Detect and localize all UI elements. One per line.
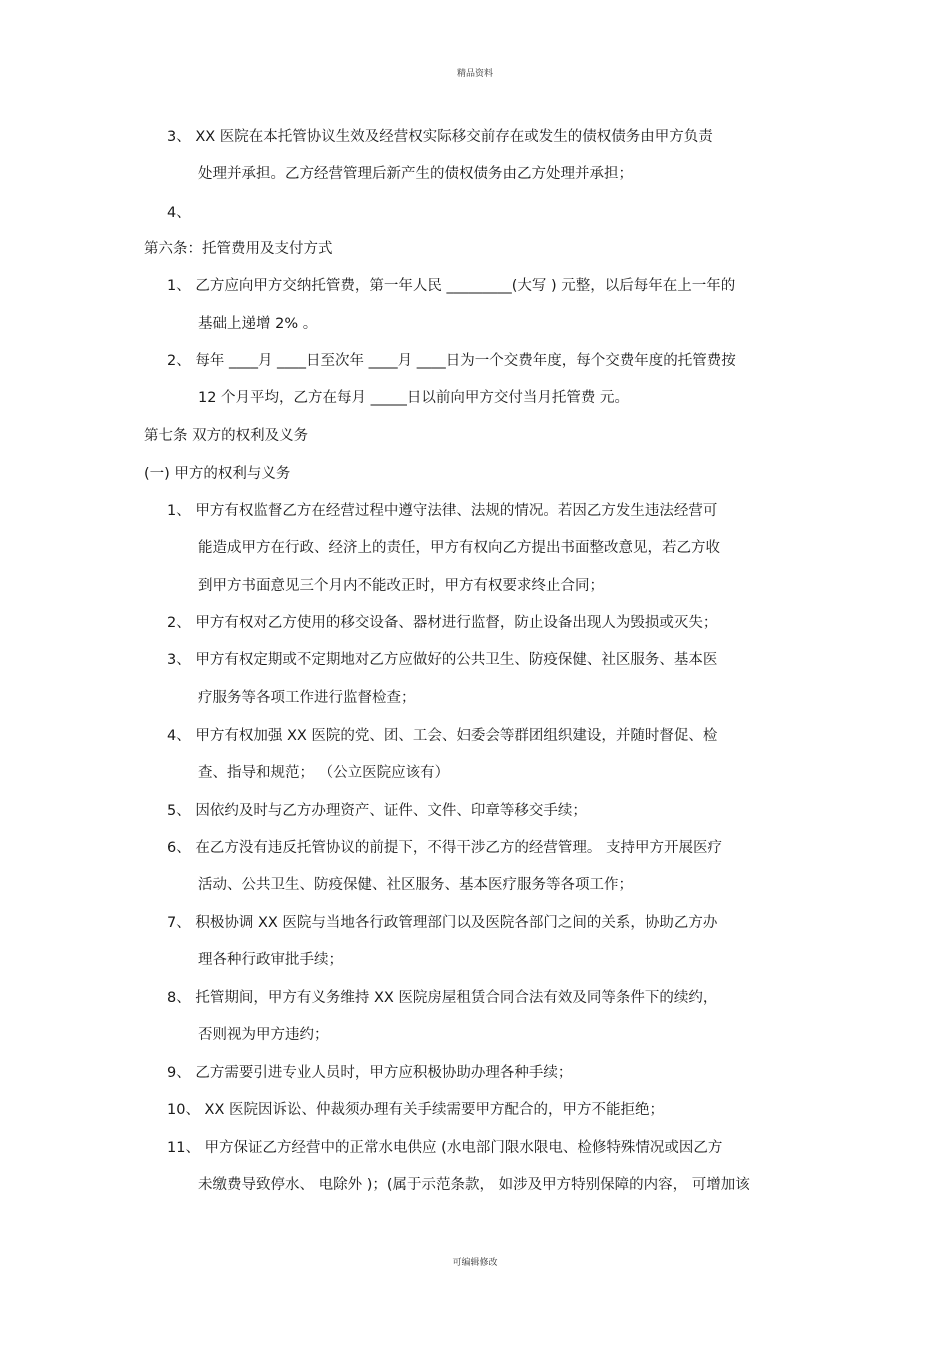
clause-line: 疗服务等各项工作进行监督检查； — [198, 690, 416, 706]
clause-line: 4、 甲方有权加强 XX 医院的党、团、工会、妇委会等群团组织建设，并随时督促、检 — [167, 728, 718, 744]
clause-line: 3、 XX 医院在本托管协议生效及经营权实际移交前存在或发生的债权债务由甲方负责 — [167, 129, 713, 145]
clause-line: 能造成甲方在行政、经济上的责任，甲方有权向乙方提出书面整改意见，若乙方收 — [198, 540, 720, 556]
clause-line: 5、 因依约及时与乙方办理资产、证件、文件、印章等移交手续； — [167, 803, 587, 819]
page-footer: 可编辑修改 — [452, 1258, 498, 1268]
article-heading: 第六条：托管费用及支付方式 — [144, 241, 333, 257]
clause-line: 9、 乙方需要引进专业人员时，甲方应积极协助办理各种手续； — [167, 1065, 573, 1081]
clause-line: 2、 甲方有权对乙方使用的移交设备、器材进行监督，防止设备出现人为毁损或灭失； — [167, 615, 718, 631]
clause-line: 6、 在乙方没有违反托管协议的前提下，不得干涉乙方的经营管理。 支持甲方开展医疗 — [167, 840, 722, 856]
clause-line: 8、 托管期间，甲方有义务维持 XX 医院房屋租赁合同合法有效及同等条件下的续约， — [167, 990, 718, 1006]
clause-line: 未缴费导致停水、 电除外 )；(属于示范条款， 如涉及甲方特别保障的内容， 可增加该 — [198, 1177, 750, 1193]
clause-line: 基础上递增 2% 。 — [198, 316, 318, 332]
clause-line: 1、 乙方应向甲方交纳托管费，第一年人民 _________(大写 ) 元整，以后每年在上一年的 — [167, 278, 736, 294]
clause-line: 理各种行政审批手续； — [198, 952, 343, 968]
clause-line: 活动、公共卫生、防疫保健、社区服务、基本医疗服务等各项工作； — [198, 877, 633, 893]
article-heading: 第七条 双方的权利及义务 — [144, 428, 309, 444]
clause-line: 1、 甲方有权监督乙方在经营过程中遵守法律、法规的情况。若因乙方发生违法经营可 — [167, 503, 718, 519]
clause-line: 处理并承担。乙方经营管理后新产生的债权债务由乙方处理并承担； — [198, 166, 633, 182]
clause-line: 7、 积极协调 XX 医院与当地各行政管理部门以及医院各部门之间的关系，协助乙方办 — [167, 915, 718, 931]
clause-line: 查、指导和规范； （公立医院应该有） — [198, 765, 450, 781]
clause-line: 否则视为甲方违约； — [198, 1027, 329, 1043]
section-heading: (一) 甲方的权利与义务 — [144, 466, 291, 482]
page-header: 精品资料 — [456, 69, 493, 79]
clause-line: 11、 甲方保证乙方经营中的正常水电供应 (水电部门限水限电、检修特殊情况或因乙方 — [167, 1140, 723, 1156]
clause-line: 2、 每年 ____月 ____日至次年 ____月 ____日为一个交费年度，每个交费年度的托管费按 — [167, 353, 736, 369]
clause-line: 10、 XX 医院因诉讼、仲裁须办理有关手续需要甲方配合的，甲方不能拒绝； — [167, 1102, 665, 1118]
clause-line: 到甲方书面意见三个月内不能改正时，甲方有权要求终止合同； — [198, 578, 604, 594]
clause-line: 3、 甲方有权定期或不定期地对乙方应做好的公共卫生、防疫保健、社区服务、基本医 — [167, 652, 718, 668]
clause-line: 4、 — [167, 205, 191, 221]
clause-line: 12 个月平均，乙方在每月 _____日以前向甲方交付当月托管费 元。 — [198, 390, 630, 406]
